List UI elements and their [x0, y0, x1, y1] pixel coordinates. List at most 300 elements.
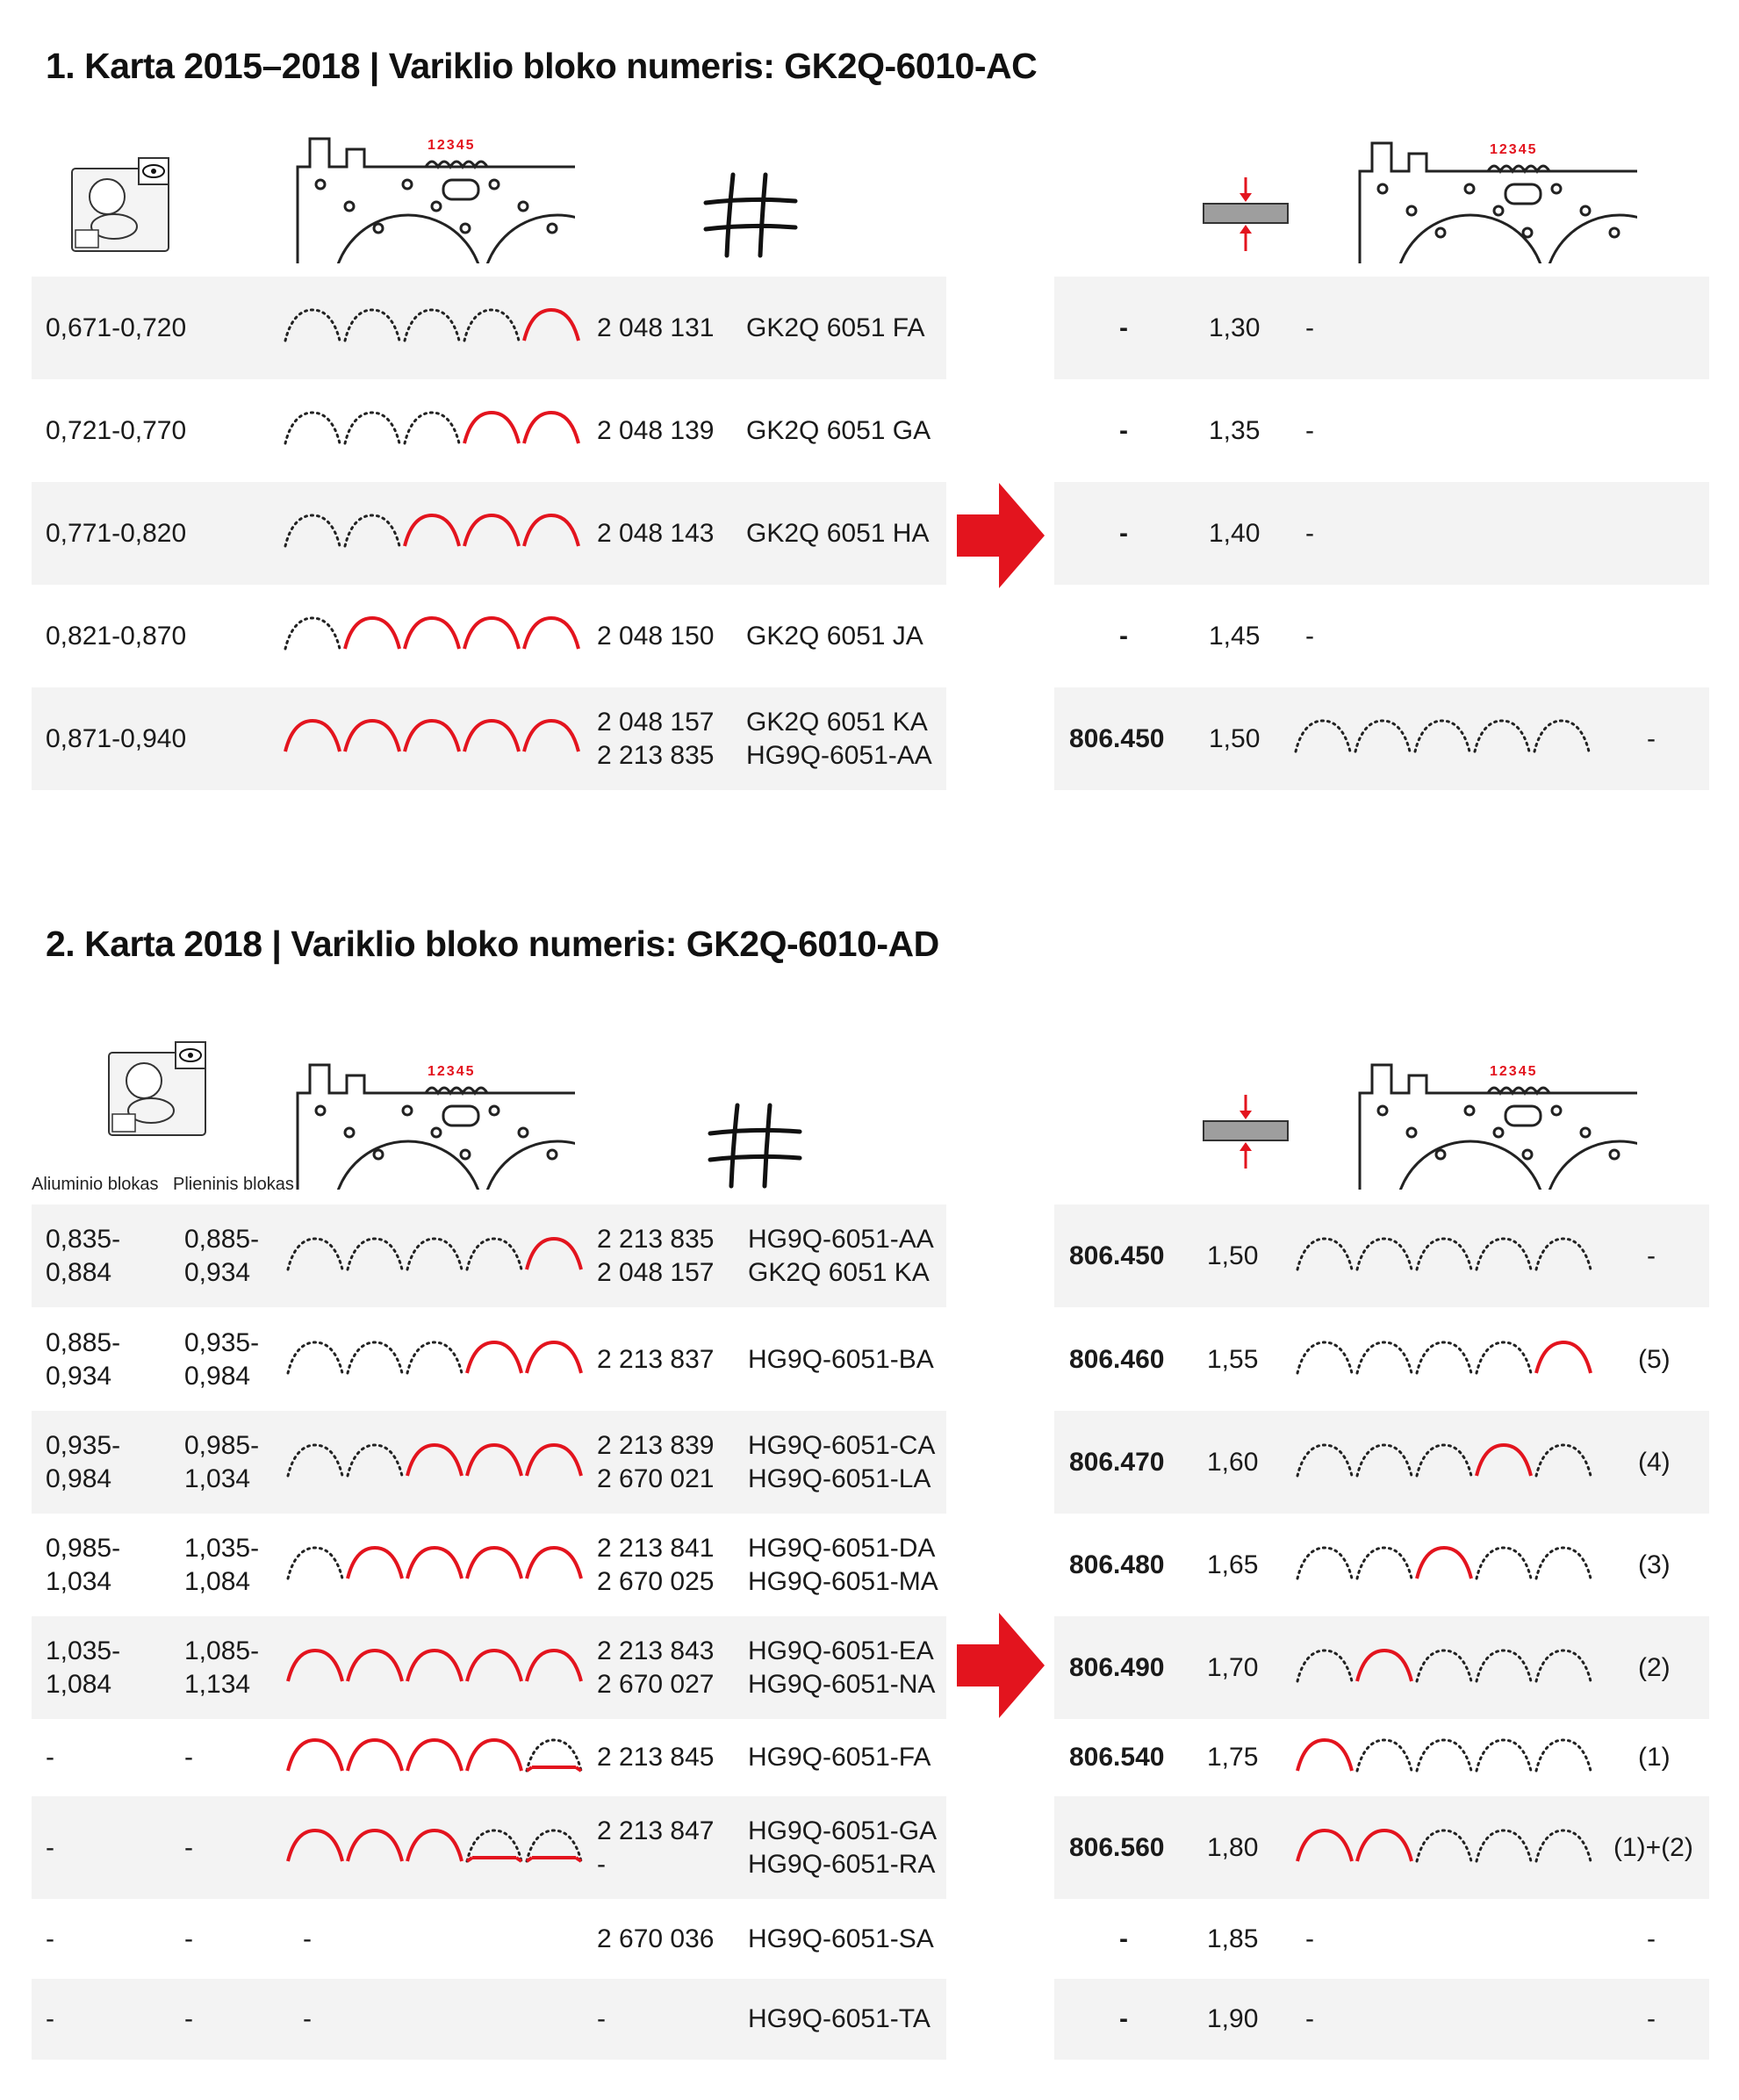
reference-number: 2 048 157 — [597, 1257, 715, 1287]
notch-red — [527, 1445, 581, 1476]
bolt-hole — [403, 1106, 412, 1115]
hash-stroke — [765, 1105, 770, 1186]
notch-pattern — [283, 507, 581, 559]
gasket-outline — [1360, 143, 1637, 263]
notch-dotted — [1297, 1445, 1352, 1476]
notch-red — [464, 515, 519, 546]
arrow-right-icon — [957, 1613, 1045, 1718]
steel-gap-range: 1,134 — [184, 1669, 251, 1699]
reference-number: 2 213 843 — [597, 1636, 715, 1665]
notch-dotted — [1296, 721, 1350, 752]
hash-stroke — [760, 175, 765, 255]
notch-marker: - — [1305, 518, 1314, 548]
table-row — [1054, 277, 1709, 379]
notch-dotted — [348, 1239, 402, 1269]
oil-port — [443, 1106, 478, 1126]
notch-red — [1536, 1342, 1591, 1373]
notch-dotted — [467, 1239, 521, 1269]
notch-dotted — [407, 1239, 462, 1269]
part-code: GK2Q 6051 KA — [748, 1257, 930, 1287]
gasket-thickness: 1,70 — [1207, 1652, 1259, 1682]
notch-dotted — [345, 413, 399, 443]
aluminium-gap-range: 1,034 — [46, 1566, 112, 1596]
bolt-hole — [1436, 228, 1445, 237]
bolt-hole — [1552, 1106, 1561, 1115]
notch-red — [464, 413, 519, 443]
notch-dotted — [1417, 1651, 1471, 1681]
gasket-part-number: 806.460 — [1069, 1344, 1165, 1374]
gasket-thickness: 1,50 — [1209, 723, 1261, 753]
notch-dotted — [285, 310, 340, 341]
notch-dotted — [1297, 1548, 1352, 1579]
notch-red — [348, 1740, 402, 1771]
bolt-hole — [345, 1128, 354, 1137]
bolt-hole — [403, 180, 412, 189]
notch-red — [1297, 1740, 1352, 1771]
hash-icon — [702, 171, 799, 259]
section2-title: 2. Karta 2018 | Variklio bloko numeris: GK2Q-6010-AD — [46, 924, 939, 964]
footnote: (3) — [1638, 1550, 1671, 1579]
gasket-part-number: 806.540 — [1069, 1743, 1165, 1772]
notch-pattern — [285, 1436, 584, 1489]
bolt-hole — [316, 180, 325, 189]
notch-dotted — [1477, 1830, 1531, 1861]
steel-gap-range: 0,935- — [184, 1327, 260, 1357]
notch-red — [524, 310, 578, 341]
cylinder-bore — [483, 1141, 575, 1190]
notch-numbers: 12345 — [1490, 142, 1538, 157]
bolt-hole — [519, 202, 528, 211]
notch-pattern — [1293, 712, 1592, 765]
gasket-diagram-icon — [1356, 136, 1637, 263]
hash-stroke — [710, 1156, 800, 1160]
notch-dotted — [1477, 1342, 1531, 1373]
bolt-hole — [432, 202, 441, 211]
notch-marker: - — [1305, 415, 1314, 445]
arrow-down — [1240, 1111, 1252, 1119]
bolt-hole — [1523, 228, 1532, 237]
bolt-hole — [316, 1106, 325, 1115]
part-code: GK2Q 6051 FA — [746, 313, 925, 342]
notch-pattern — [1295, 1731, 1593, 1784]
part-code: GK2Q 6051 JA — [746, 621, 923, 651]
notch-red — [348, 1651, 402, 1681]
hash-icon — [707, 1102, 803, 1190]
gasket-part-number: 806.480 — [1069, 1550, 1165, 1579]
hash-stroke — [706, 226, 795, 229]
notch-pattern — [1295, 1230, 1593, 1283]
hash-stroke — [710, 1130, 800, 1133]
gasket-part-number: - — [1119, 313, 1128, 342]
oil-port — [1505, 184, 1541, 204]
steel-gap-range: 0,984 — [184, 1361, 251, 1391]
notch-dotted — [1475, 721, 1529, 752]
notch-pattern — [1295, 1539, 1593, 1592]
gasket-thickness: 1,40 — [1209, 518, 1261, 548]
arrow-up — [1240, 225, 1252, 234]
part-code: HG9Q-6051-DA — [748, 1533, 936, 1563]
aluminium-gap-range: 0,934 — [46, 1361, 112, 1391]
notch-dotted — [1536, 1445, 1591, 1476]
dial-gauge — [126, 1063, 162, 1098]
notch-red — [348, 1548, 402, 1579]
notch-red — [407, 1830, 462, 1861]
notch-dotted — [407, 1342, 462, 1373]
aluminium-gap-range: 0,935- — [46, 1430, 121, 1460]
notch-dotted — [1417, 1445, 1471, 1476]
part-code: HG9Q-6051-TA — [748, 2004, 931, 2033]
notch-red — [1297, 1830, 1352, 1861]
footnote: (4) — [1638, 1447, 1671, 1477]
bolt-hole — [1523, 1150, 1532, 1159]
spec-chart — [112, 1114, 135, 1132]
arrow-up — [1240, 1142, 1252, 1151]
footnote: - — [1647, 2004, 1656, 2033]
gasket-thickness: 1,90 — [1207, 2004, 1259, 2033]
footnote: (5) — [1638, 1344, 1671, 1374]
notch-red — [348, 1830, 402, 1861]
part-code: HG9Q-6051-NA — [748, 1669, 936, 1699]
oil-port — [443, 180, 478, 199]
gap-range: 0,871-0,940 — [46, 723, 187, 753]
bolt-hole — [548, 1150, 557, 1159]
aluminium-gap-range: 0,835- — [46, 1224, 121, 1254]
steel-gap-range: 0,934 — [184, 1257, 251, 1287]
notch-red — [464, 618, 519, 649]
notch-dotted — [1536, 1239, 1591, 1269]
measuring-tool-icon — [105, 1040, 209, 1139]
bolt-hole — [461, 1150, 470, 1159]
notch-dotted — [345, 310, 399, 341]
dial-gauge — [90, 179, 125, 214]
bolt-hole — [1436, 1150, 1445, 1159]
notch-red — [1477, 1445, 1531, 1476]
aluminium-gap-range: 0,885- — [46, 1327, 121, 1357]
notch-dotted — [1534, 721, 1589, 752]
gasket-part-number: 806.470 — [1069, 1447, 1165, 1477]
notch-red — [464, 721, 519, 752]
notch-dotted — [1417, 1239, 1471, 1269]
steel-gap-range: - — [184, 1924, 193, 1953]
footnote: (1)+(2) — [1613, 1832, 1693, 1862]
steel-gap-range: - — [184, 1832, 193, 1862]
gasket-thickness: 1,80 — [1207, 1832, 1259, 1862]
notch-red — [527, 1651, 581, 1681]
reference-number: 2 048 131 — [597, 313, 715, 342]
notch-red — [345, 721, 399, 752]
gasket-part-number: - — [1119, 518, 1128, 548]
steel-gap-range: - — [184, 1743, 193, 1772]
notch-red — [527, 1548, 581, 1579]
notch-dotted — [1357, 1740, 1412, 1771]
reference-number: 2 670 027 — [597, 1669, 715, 1699]
gasket-thickness: 1,50 — [1207, 1241, 1259, 1270]
reference-number: 2 213 847 — [597, 1816, 715, 1845]
notch-red — [345, 618, 399, 649]
notch-dotted — [285, 618, 340, 649]
notch-dotted — [1297, 1342, 1352, 1373]
notch-dotted — [1536, 1651, 1591, 1681]
oil-port — [1505, 1106, 1541, 1126]
gasket-thickness: 1,75 — [1207, 1743, 1259, 1772]
notch-marker: - — [1305, 1924, 1314, 1953]
notch-dotted — [285, 413, 340, 443]
part-code: GK2Q 6051 HA — [746, 518, 930, 548]
bolt-hole — [1407, 206, 1416, 215]
notch-dotted — [1417, 1740, 1471, 1771]
notch-dotted — [288, 1445, 342, 1476]
notch-pattern — [1295, 1642, 1593, 1694]
gasket-part-number: 806.450 — [1069, 1241, 1165, 1270]
reference-number: 2 048 143 — [597, 518, 715, 548]
gasket-part-number: 806.490 — [1069, 1652, 1165, 1682]
notch-pattern — [285, 1642, 584, 1694]
notch-dotted — [288, 1342, 342, 1373]
bolt-hole — [490, 1106, 499, 1115]
cylinder-bore — [1545, 215, 1637, 263]
gasket-thickness: 1,60 — [1207, 1447, 1259, 1477]
part-code: HG9Q-6051-CA — [748, 1430, 936, 1460]
notch-dotted — [288, 1548, 342, 1579]
eye-pupil — [188, 1053, 193, 1058]
steel-gap-range: - — [184, 2004, 193, 2033]
notch-dotted — [1357, 1239, 1412, 1269]
part-code: HG9Q-6051-MA — [748, 1566, 938, 1596]
notch-pattern — [1295, 1822, 1593, 1874]
reference-number: 2 213 845 — [597, 1743, 715, 1772]
part-code: HG9Q-6051-LA — [748, 1464, 931, 1493]
notch-dotted — [1357, 1342, 1412, 1373]
reference-number: 2 048 157 — [597, 707, 715, 737]
gasket-thickness: 1,85 — [1207, 1924, 1259, 1953]
part-code: HG9Q-6051-GA — [748, 1816, 938, 1845]
bolt-hole — [548, 224, 557, 233]
bolt-hole — [1407, 1128, 1416, 1137]
reference-number: 2 213 841 — [597, 1533, 715, 1563]
notch-red — [405, 721, 459, 752]
notch-pattern — [1295, 1436, 1593, 1489]
gasket-thickness: 1,35 — [1209, 415, 1261, 445]
notch-red — [288, 1830, 342, 1861]
notch-red — [407, 1651, 462, 1681]
bolt-hole — [1494, 206, 1503, 215]
notch-numbers: 12345 — [1490, 1064, 1538, 1079]
bolt-hole — [1610, 1150, 1619, 1159]
notch-dotted — [1536, 1740, 1591, 1771]
notch-pattern — [1295, 1334, 1593, 1386]
part-code: HG9Q-6051-RA — [748, 1849, 936, 1879]
notch-dotted — [1417, 1830, 1471, 1861]
thickness-icon — [1198, 1093, 1295, 1172]
notch-red — [407, 1740, 462, 1771]
eye-pupil — [151, 169, 156, 174]
bolt-hole — [1552, 184, 1561, 193]
part-code: HG9Q-6051-AA — [746, 740, 932, 770]
notch-red — [405, 618, 459, 649]
cylinder-bore — [334, 1141, 483, 1190]
notch-dotted — [1417, 1342, 1471, 1373]
bolt-hole — [1581, 206, 1590, 215]
notch-numbers: 12345 — [428, 138, 476, 153]
gasket-thickness: 1,65 — [1207, 1550, 1259, 1579]
notch-pattern — [283, 609, 581, 662]
part-code: HG9Q-6051-FA — [748, 1743, 931, 1772]
aluminium-gap-range: - — [46, 1743, 54, 1772]
bolt-hole — [490, 180, 499, 189]
notch-red — [527, 1239, 581, 1269]
gasket-diagram-icon — [294, 132, 575, 263]
notch-red — [1357, 1651, 1412, 1681]
column-header-steel: Plieninis blokas — [173, 1175, 294, 1194]
aluminium-gap-range: 1,084 — [46, 1669, 112, 1699]
notch-red — [288, 1740, 342, 1771]
notch-red — [524, 618, 578, 649]
reference-number: 2 213 837 — [597, 1344, 715, 1374]
notch-red — [467, 1740, 521, 1771]
gap-range: 0,771-0,820 — [46, 518, 187, 548]
reference-number: 2 213 835 — [597, 1224, 715, 1254]
part-code: HG9Q-6051-EA — [748, 1636, 934, 1665]
notch-pattern — [283, 712, 581, 765]
thickness-icon — [1198, 176, 1295, 255]
hash-stroke — [727, 175, 733, 255]
notch-dotted — [288, 1239, 342, 1269]
aluminium-gap-range: - — [46, 1924, 54, 1953]
bolt-hole — [1494, 1128, 1503, 1137]
notch-marker: - — [1305, 313, 1314, 342]
gap-range: 0,721-0,770 — [46, 415, 187, 445]
gasket-diagram-icon — [1356, 1058, 1637, 1190]
table-row — [1054, 585, 1709, 687]
gasket-thickness: 1,45 — [1209, 621, 1261, 651]
reference-number: - — [597, 2004, 606, 2033]
column-header-aluminium: Aliuminio blokas — [32, 1175, 159, 1194]
notch-dotted — [1357, 1548, 1412, 1579]
reference-number: 2 670 025 — [597, 1566, 715, 1596]
notch-dotted — [464, 310, 519, 341]
section1-title: 1. Karta 2015–2018 | Variklio bloko numeris: GK2Q-6010-AC — [46, 46, 1038, 86]
reference-number: 2 048 139 — [597, 415, 715, 445]
gasket-part-number: 806.560 — [1069, 1832, 1165, 1862]
notch-pattern — [285, 1539, 584, 1592]
notch-numbers: 12345 — [428, 1064, 476, 1079]
steel-gap-range: 1,035- — [184, 1533, 260, 1563]
bolt-hole — [1378, 1106, 1387, 1115]
notch-red — [527, 1342, 581, 1373]
steel-gap-range: 0,885- — [184, 1224, 260, 1254]
notch-pattern — [285, 1822, 584, 1874]
notch-dotted — [1357, 1445, 1412, 1476]
footnote: (1) — [1638, 1743, 1671, 1772]
notch-red — [285, 721, 340, 752]
notch-marker: - — [303, 1924, 312, 1953]
notch-red — [467, 1342, 521, 1373]
gasket-part-number: 806.450 — [1069, 723, 1165, 753]
part-code: HG9Q-6051-AA — [748, 1224, 934, 1254]
aluminium-gap-range: 0,985- — [46, 1533, 121, 1563]
spec-chart — [75, 230, 98, 248]
cylinder-bore — [1396, 1141, 1545, 1190]
reference-number: 2 048 150 — [597, 621, 715, 651]
bolt-hole — [461, 224, 470, 233]
notch-dotted — [1477, 1239, 1531, 1269]
gap-range: 0,671-0,720 — [46, 313, 187, 342]
measuring-tool-icon — [68, 156, 172, 255]
notch-marker: - — [303, 2004, 312, 2033]
steel-gap-range: 0,985- — [184, 1430, 260, 1460]
notch-pattern — [283, 404, 581, 457]
notch-dotted — [1477, 1548, 1531, 1579]
bolt-hole — [374, 1150, 383, 1159]
bolt-hole — [345, 202, 354, 211]
notch-dotted — [1536, 1548, 1591, 1579]
part-code: GK2Q 6051 GA — [746, 415, 931, 445]
footnote: - — [1647, 1241, 1656, 1270]
bolt-hole — [519, 1128, 528, 1137]
table-row — [1054, 379, 1709, 482]
reference-number: 2 670 036 — [597, 1924, 715, 1953]
notch-dotted — [405, 310, 459, 341]
notch-dotted — [1477, 1651, 1531, 1681]
notch-pattern — [283, 301, 581, 354]
gasket-diagram-icon — [294, 1058, 575, 1190]
notch-red — [524, 721, 578, 752]
reference-number: 2 213 835 — [597, 740, 715, 770]
cylinder-bore — [1396, 215, 1545, 263]
part-code: HG9Q-6051-SA — [748, 1924, 934, 1953]
gasket-part-number: - — [1119, 415, 1128, 445]
arrow-down — [1240, 193, 1252, 202]
aluminium-gap-range: - — [46, 2004, 54, 2033]
gap-range: 0,821-0,870 — [46, 621, 187, 651]
notch-marker: - — [1305, 621, 1314, 651]
part-code: HG9Q-6051-BA — [748, 1344, 934, 1374]
notch-dotted — [1355, 721, 1410, 752]
notch-red — [467, 1445, 521, 1476]
gasket-thickness: 1,30 — [1209, 313, 1261, 342]
cylinder-bore — [1545, 1141, 1637, 1190]
notch-dotted — [1415, 721, 1470, 752]
part-code: GK2Q 6051 KA — [746, 707, 928, 737]
bolt-hole — [1581, 1128, 1590, 1137]
cylinder-bore — [483, 215, 575, 263]
hash-stroke — [731, 1105, 737, 1186]
hash-stroke — [706, 199, 795, 203]
notch-pattern — [285, 1334, 584, 1386]
thickness-plate — [1204, 1121, 1288, 1140]
notch-dotted — [1536, 1830, 1591, 1861]
notch-red — [405, 515, 459, 546]
reference-number: 2 213 839 — [597, 1430, 715, 1460]
footnote: (2) — [1638, 1652, 1671, 1682]
aluminium-gap-range: 0,984 — [46, 1464, 112, 1493]
notch-marker: - — [1305, 2004, 1314, 2033]
bolt-hole — [1378, 184, 1387, 193]
notch-dotted — [348, 1342, 402, 1373]
bolt-hole — [432, 1128, 441, 1137]
notch-red — [1357, 1830, 1412, 1861]
bolt-hole — [374, 224, 383, 233]
notch-red — [407, 1548, 462, 1579]
bolt-hole — [1610, 228, 1619, 237]
notch-dotted — [345, 515, 399, 546]
gasket-thickness: 1,55 — [1207, 1344, 1259, 1374]
steel-gap-range: 1,085- — [184, 1636, 260, 1665]
notch-dotted — [285, 515, 340, 546]
bolt-hole — [1465, 1106, 1474, 1115]
table-row — [1054, 1979, 1709, 2060]
notch-red — [467, 1548, 521, 1579]
